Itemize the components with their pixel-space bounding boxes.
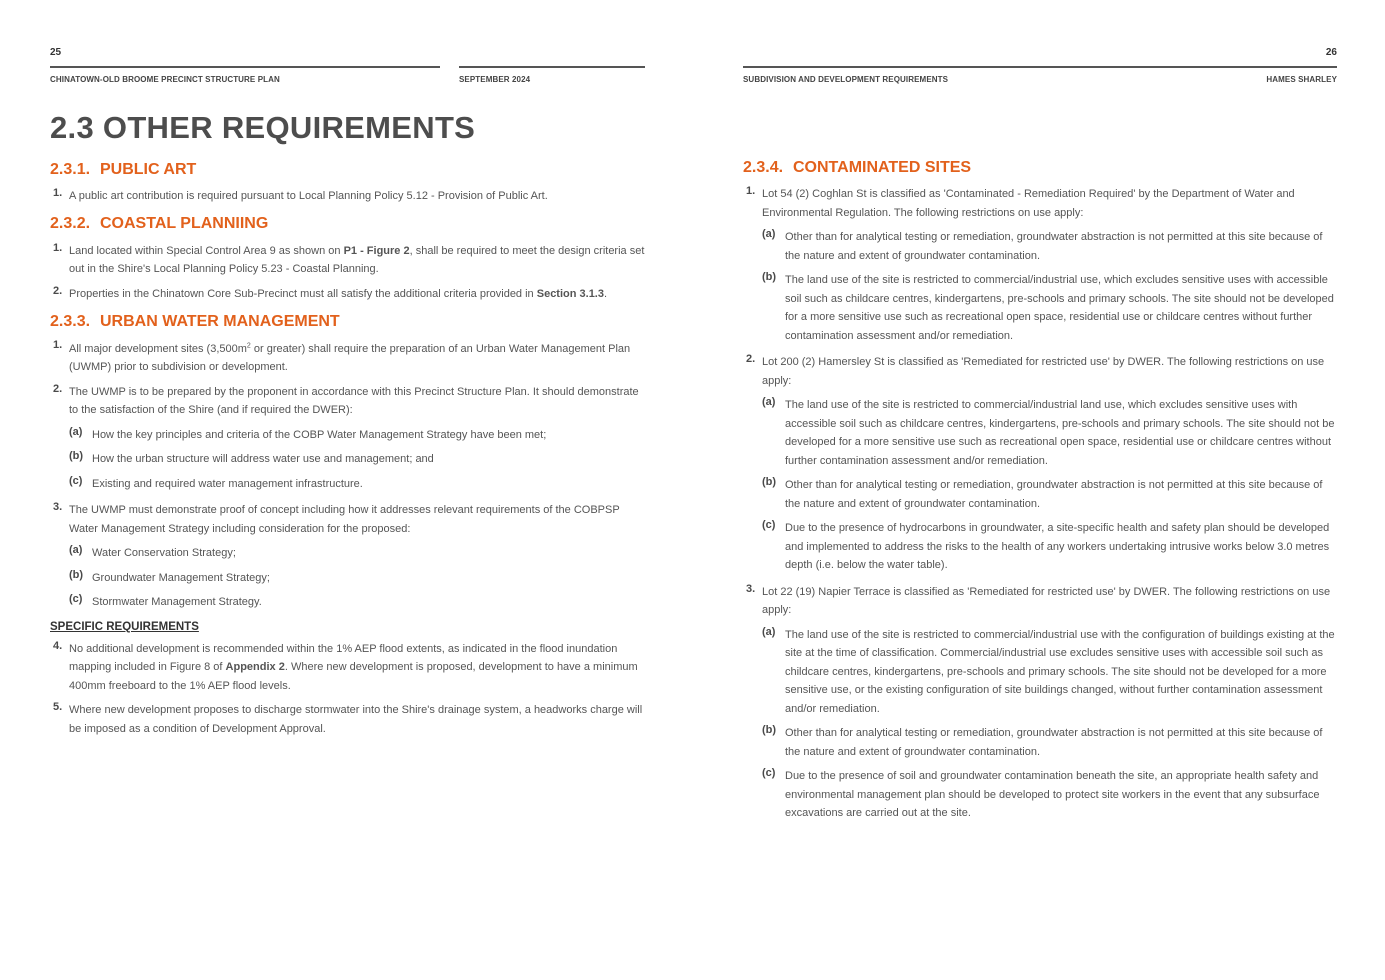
sub-text: Other than for analytical testing or remediation, groundwater abstraction is not permitted at this site because of the nature and extent of groundwater contamination.	[785, 231, 1323, 262]
sub-text: Due to the presence of soil and groundwater contamination beneath the site, an appropriate health safety and environmental management plan should be developed to protect site workers in the event that any subsurface excavations are carried out at the site.	[785, 770, 1320, 820]
specific-requirements-heading: SPECIFIC REQUIREMENTS	[50, 620, 199, 633]
section-heading-contaminated-sites	[743, 158, 1340, 177]
section-number: 2.3.1.	[50, 160, 91, 178]
list-item	[50, 241, 645, 278]
sub-text: Groundwater Management Strategy;	[92, 571, 270, 584]
section-number: 2.3.4.	[743, 159, 784, 176]
list-item	[50, 700, 645, 737]
item-text: The UWMP must demonstrate proof of concept including how it addresses relevant requirements of the COBPSP Water Management Strategy including consideration for the proposed:	[69, 504, 620, 535]
sub-text: Existing and required water management infrastructure.	[92, 477, 363, 490]
sub-list	[762, 625, 1340, 822]
list-item	[50, 186, 645, 205]
sub-item	[69, 592, 645, 611]
sub-item	[762, 270, 1340, 344]
sub-item	[762, 625, 1340, 718]
sub-label: (c)	[69, 593, 83, 606]
item-text: No additional development is recommended within the 1% AEP flood extents, as indicated in the flood inundation mapping included in Figure 8 of Appendix 2. Where new development is proposed, development to have a minimum 400mm freeboard to the 1% AEP flood levels.	[69, 642, 638, 692]
sub-label: (c)	[762, 767, 776, 780]
sub-list	[762, 395, 1340, 574]
numbered-list	[50, 639, 645, 738]
item-number: 3.	[746, 582, 756, 595]
sub-label: (a)	[762, 625, 776, 638]
sub-item	[762, 723, 1340, 760]
list-item	[743, 352, 1340, 574]
list-item	[743, 184, 1340, 344]
sub-label: (b)	[69, 450, 84, 463]
sub-text: The land use of the site is restricted to commercial/industrial use, which excludes sensitive uses with accessible soil such as childcare centres, kindergartens, pre-schools and primary schools. The site should not be developed for a more sensitive use such as recreational open space, residential use or childcare centres without further contamination assessment and/or remediation.	[785, 274, 1334, 342]
section-number: 2.3.3.	[50, 313, 91, 331]
section-reference: Section 3.1.3	[536, 287, 604, 300]
section-title: COASTAL PLANNIING	[100, 215, 269, 233]
page-number: 26	[1325, 47, 1337, 58]
sub-text: Due to the presence of hydrocarbons in groundwater, a site-specific health and safety plan should be developed and implemented to address the risks to the health of any workers undertaking intrusive works below 3.0 metres depth (i.e. below the water table).	[785, 522, 1330, 572]
item-number: 4.	[53, 639, 63, 652]
item-text: Where new development proposes to discharge stormwater into the Shire's drainage system, a headworks charge will be imposed as a condition of Development Approval.	[69, 704, 643, 735]
sub-text: Water Conservation Strategy;	[92, 547, 236, 560]
item-number: 1.	[53, 186, 63, 199]
sub-label: (c)	[69, 474, 83, 487]
sub-item	[762, 227, 1340, 264]
page-number: 25	[50, 47, 62, 58]
header-rule	[459, 66, 645, 68]
sub-text: Other than for analytical testing or remediation, groundwater abstraction is not permitted at this site because of the nature and extent of groundwater contamination.	[785, 727, 1323, 758]
sub-text: Stormwater Management Strategy.	[92, 596, 262, 609]
sub-list	[69, 425, 645, 493]
sub-label: (c)	[762, 519, 776, 532]
sub-label: (b)	[762, 271, 777, 284]
item-text: All major development sites ($3,500m^2$ or greater) shall require the preparation of an Urban Water Management Plan (UWMP) prior to subdivision or development.	[69, 342, 631, 374]
page-title: 2.3 OTHER REQUIREMENTS	[50, 110, 476, 145]
sub-item	[69, 449, 645, 468]
list-item	[50, 382, 645, 493]
numbered-list	[743, 184, 1340, 822]
sub-list	[762, 227, 1340, 344]
section-title: PUBLIC ART	[100, 160, 197, 178]
figure-reference: P1 - Figure 2	[343, 244, 410, 257]
item-number: 1.	[53, 241, 63, 254]
numbered-list	[50, 338, 645, 611]
item-number: 3.	[53, 501, 63, 514]
section-number: 2.3.2.	[50, 215, 91, 233]
section-title: CONTAMINATED SITES	[793, 159, 972, 176]
item-text: The UWMP is to be prepared by the proponent in accordance with this Precinct Structure Plan. It should demonstrate to the satisfaction of the Shire (and if required the DWER):	[69, 385, 639, 417]
item-number: 2.	[746, 353, 756, 366]
item-number: 2.	[53, 284, 63, 297]
sub-item	[762, 475, 1340, 512]
running-header-title: CHINATOWN-OLD BROOME PRECINCT STRUCTURE PLAN	[50, 75, 280, 84]
item-text: Lot 22 (19) Napier Terrace is classified as 'Remediated for restricted use' by DWER. The following restrictions on use apply:	[762, 585, 1331, 617]
header-rule	[743, 66, 1337, 68]
sub-item	[69, 425, 645, 444]
running-header-author: HAMES SHARLEY	[1266, 75, 1337, 84]
header-rule	[50, 66, 440, 68]
sub-item	[762, 766, 1340, 822]
sub-item	[69, 543, 645, 562]
item-text: Properties in the Chinatown Core Sub-Precinct must all satisfy the additional criteria provided in Section 3.1.3.	[69, 287, 608, 300]
list-item	[743, 582, 1340, 822]
running-header-title: SUBDIVISION AND DEVELOPMENT REQUIREMENTS	[743, 75, 949, 84]
list-item	[50, 338, 645, 376]
list-item	[50, 284, 645, 303]
sub-text: How the urban structure will address water use and management; and	[92, 453, 434, 466]
sub-text: The land use of the site is restricted to commercial/industrial land use, which excludes sensitive uses with accessible soil such as childcare centres, kindergartens, pre-schools and primary schools. The site should not be developed for a more sensitive use such as recreational open space, residential use or childcare centres without further contamination assessment and/or remediation.	[785, 399, 1335, 467]
appendix-reference: Appendix 2	[225, 661, 285, 674]
sub-label: (a)	[69, 425, 83, 438]
numbered-list	[50, 241, 645, 303]
right-content	[743, 158, 1340, 832]
sub-item	[762, 395, 1340, 469]
sub-label: (a)	[69, 544, 83, 557]
sub-item	[69, 568, 645, 587]
sub-label: (b)	[762, 724, 777, 737]
item-number: 1.	[53, 339, 63, 352]
item-text: Lot 200 (2) Hamersley St is classified as 'Remediated for restricted use' by DWER. The following restrictions on use apply:	[762, 356, 1325, 387]
sub-label: (b)	[762, 476, 777, 489]
list-item	[50, 639, 645, 695]
item-number: 2.	[53, 382, 63, 395]
sub-item	[69, 474, 645, 493]
list-item	[50, 500, 645, 611]
sub-label: (a)	[762, 228, 776, 241]
right-page	[692, 0, 1385, 980]
section-heading-urban-water-management	[50, 312, 645, 331]
section-heading-public-art	[50, 160, 645, 179]
left-page	[0, 0, 692, 980]
item-text: Land located within Special Control Area 9 as shown on P1 - Figure 2, shall be required to meet the design criteria set out in the Shire's Local Planning Policy 5.23 - Coastal Planning.	[69, 244, 645, 276]
sub-label: (b)	[69, 568, 84, 581]
item-text: Lot 54 (2) Coghlan St is classified as 'Contaminated - Remediation Required' by the Department of Water and Environmental Regulation. The following restrictions on use apply:	[762, 188, 1295, 219]
sub-text: How the key principles and criteria of the COBP Water Management Strategy have been met;	[92, 428, 547, 441]
running-header-date: SEPTEMBER 2024	[459, 75, 531, 84]
left-content	[50, 110, 645, 747]
sub-label: (a)	[762, 396, 776, 409]
item-text: A public art contribution is required pursuant to Local Planning Policy 5.12 - Provision of Public Art.	[69, 189, 548, 202]
numbered-list	[50, 186, 645, 205]
sub-text: Other than for analytical testing or remediation, groundwater abstraction is not permitted at this site because of the nature and extent of groundwater contamination.	[785, 479, 1323, 510]
section-title: URBAN WATER MANAGEMENT	[100, 313, 340, 331]
sub-item	[762, 518, 1340, 574]
section-heading-coastal-planning	[50, 214, 645, 233]
item-number: 5.	[53, 701, 63, 714]
sub-text: The land use of the site is restricted to commercial/industrial use with the configuration of buildings existing at the site at the time of classification. Commercial/industrial use excludes sensitive uses with accessible soil such as childcare centres, kindergartens, pre-schools and primary schools. The site should not be developed for a more sensitive use, or the existing configuration of site buildings changed, without further contamination assessment and/or remediation.	[785, 628, 1335, 715]
item-number: 1.	[746, 185, 756, 198]
sub-list	[69, 543, 645, 611]
